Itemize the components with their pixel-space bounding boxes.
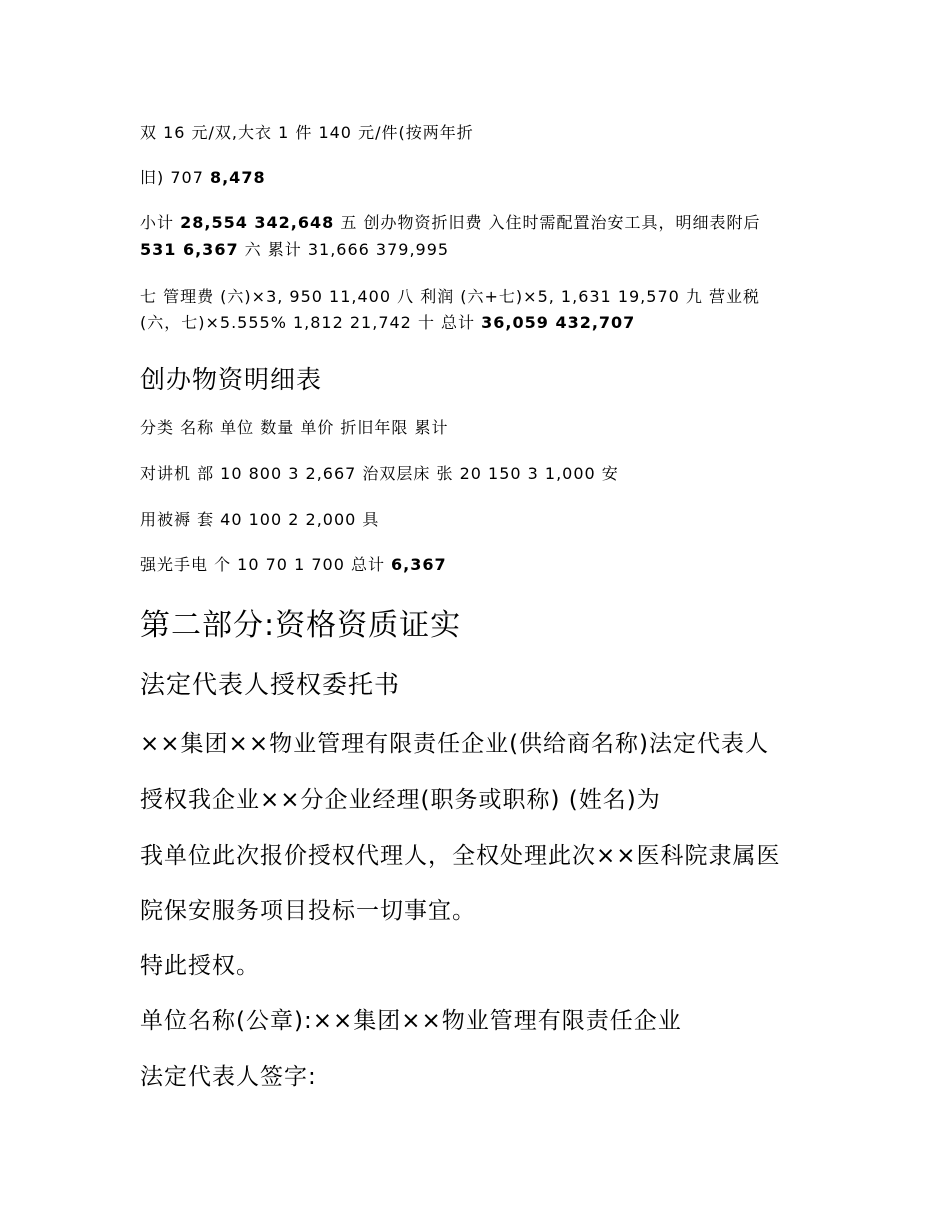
table-header-line: [140, 415, 449, 438]
letter-line-3: 我单位此次报价授权代理人，全权处理此次××医科院隶属医: [140, 843, 781, 869]
table-row-line: [140, 507, 379, 530]
text-segment: 用被褥 套 40 100 2 2,000 具: [140, 510, 380, 529]
bold-value: 36,059 432,707: [481, 313, 636, 332]
cost-line-4: [140, 237, 449, 260]
text-segment: 分类 名称 单位 数量 单价 折旧年限 累计: [140, 418, 449, 437]
letter-line-4: 院保安服务项目投标一切事宜。: [140, 898, 476, 924]
letter-title: 法定代表人授权委托书: [140, 670, 401, 699]
letter-line-1: ××集团××物业管理有限责任企业(供给商名称)法定代表人: [140, 731, 770, 757]
text-segment: 六 累计 31,666 379,995: [238, 240, 450, 259]
text-segment: 双 16 元/双,大衣 1 件 140 元/件(按两年折: [140, 123, 474, 142]
letter-line-5: 特此授权。: [140, 953, 260, 979]
bold-value: 6,367: [391, 555, 447, 574]
text-segment: 旧) 707: [140, 168, 210, 187]
part-title: 第二部分:资格资质证实: [140, 608, 462, 643]
letter-line-2: 授权我企业××分企业经理(职务或职称) (姓名)为: [140, 787, 661, 813]
text-segment: (六，七)×5.555% 1,812 21,742 十 总计: [140, 313, 482, 332]
cost-line-6: [140, 310, 635, 333]
bold-value: 28,554 342,648: [180, 213, 335, 232]
signature-line: 法定代表人签字:: [140, 1064, 317, 1090]
bold-value: 531 6,367: [140, 240, 239, 259]
text-segment: 小计: [140, 213, 181, 232]
table-title: 创办物资明细表: [140, 365, 323, 394]
text-segment: 对讲机 部 10 800 3 2,667 治双层床 张 20 150 3 1,000 安: [140, 464, 619, 483]
cost-line-3: [140, 210, 761, 233]
cost-line-2: [140, 165, 266, 188]
cost-line-5: [140, 284, 760, 307]
text-segment: 强光手电 个 10 70 1 700 总计: [140, 555, 392, 574]
table-row-line: [140, 552, 447, 575]
bold-value: 8,478: [209, 168, 266, 187]
text-segment: 七 管理费 (六)×3, 950 11,400 八 利润 (六+七)×5, 1,631 19,570 九 营业税: [140, 287, 760, 306]
cost-line-1: [140, 120, 474, 143]
table-row-line: [140, 461, 619, 484]
text-segment: 五 创办物资折旧费 入住时需配置治安工具，明细表附后: [334, 213, 761, 232]
company-name-line: 单位名称(公章):××集团××物业管理有限责任企业: [140, 1008, 682, 1034]
